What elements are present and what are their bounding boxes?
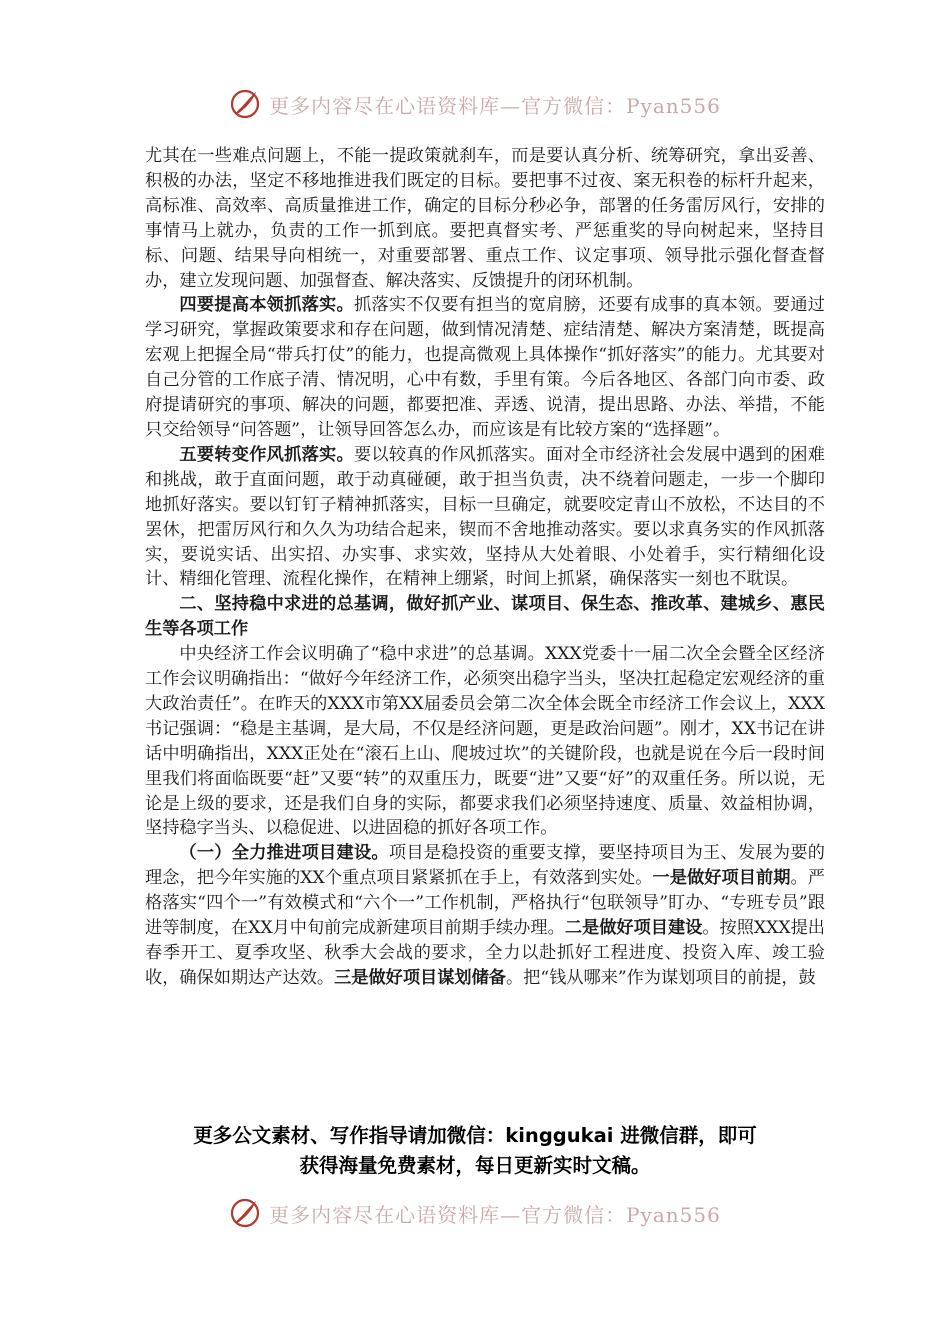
paragraph-3-lead: 五要转变作风抓落实。 <box>179 444 354 465</box>
paragraph-4: 中央经济工作会议明确了“稳中求进”的总基调。XXX党委十一届二次全会暨全区经济工作会议明确指出：“做好今年经济工作，必须突出稳字当头，坚决扛起稳定宏观经济的重大政治责任”。在昨天的XXX市第XX届委员会第二次全体会既全市经济工作会议上，XXX书记强调：“稳是主基调，是大局，不仅是经济问题，更是政治问题”。刚才，XX书记在讲话中明确指出，XXX正处在“滚石上山、爬坡过坎”的关键阶段，也就是说在今后一段时间里我们将面临既要“赶”又要“转”的双重压力，既要“进”又要“好”的双重任务。所以说，无论是上级的要求，还是我们自身的实际，都要求我们必须坚持速度、质量、效益相协调，坚持稳字当头、以稳促进、以进固稳的抓好各项工作。 <box>145 644 825 839</box>
paragraph-5-text-4: 。把“钱从哪来”作为谋划项目的前提，鼓 <box>505 967 816 988</box>
footer-banner-text: 更多内容尽在心语资料库—官方微信：Pyan556 <box>269 1202 721 1227</box>
paragraph-5-point-3: 三是做好项目谋划储备 <box>334 967 506 988</box>
footer-banner <box>0 1193 950 1233</box>
paragraph-5-text-1: 项目是稳投资的重要支撑，要坚持项目为王、发展为要的理念，把今年实施的XX个重点项目紧紧抓在手上，有效落到实处。 <box>145 843 825 889</box>
header-banner-text: 更多内容尽在心语资料库—官方微信：Pyan556 <box>269 93 721 118</box>
paragraph-1: 尤其在一些难点问题上，不能一提政策就刹车，而是要认真分析、统筹研究，拿出妥善、积极的办法，坚定不移地推进我们既定的目标。要把事不过夜、案无积卷的标杆升起来，高标准、高效率、高质量推进工作，确定的目标分秒必争，部署的任务雷厉风行，安排的事情马上就办，负责的工作一抓到底。要把真督实考、严惩重奖的导向树起来，坚持目标、问题、结果导向相统一，对重要部署、重点工作、议定事项、领导批示强化督查督办，建立发现问题、加强督查、解决落实、反馈提升的闭环机制。 <box>145 146 825 291</box>
paragraph-2 <box>145 293 825 442</box>
paragraph-3-text: 要以较真的作风抓落实。面对全市经济社会发展中遇到的困难和挑战，敢于直面问题，敢于动真碰硬，敢于担当负责，决不绕着问题走，一步一个脚印地抓好落实。要以钉钉子精神抓落实，目标一旦确定，就要咬定青山不放松，不达目的不罢休，把雷厉风行和久久为功结合起来，锲而不舍地推动落实。要以求真务实的作风抓落实，要说实话、出实招、办实事、求实效，坚持从大处着眼、小处着手，实行精细化设计、精细化管理、流程化操作，在精神上绷紧，时间上抓紧，确保落实一刻也不耽误。 <box>145 444 825 590</box>
paragraph-2-text: 抓落实不仅要有担当的宽肩膀，还要有成事的真本领。要通过学习研究，掌握政策要求和存在问题，做到情况清楚、症结清楚、解决方案清楚，既提高宏观上把握全局“带兵打仗”的能力，也提高微观上具体操作“抓好落实”的能力。尤其要对自己分管的工作底子清、情况明，心中有数，手里有策。今后各地区、各部门向市委、政府提请研究的事项、解决的问题，都要把准、弄透、说清，提出思路、办法、举措，不能只交给领导“问答题”，让领导回答怎么办，而应该是有比较方案的“选择题”。 <box>145 295 825 440</box>
paragraph-2-lead: 四要提高本领抓落实。 <box>179 295 354 316</box>
quill-logo-icon <box>229 88 261 120</box>
paragraph-5-point-1: 一是做好项目前期 <box>652 868 791 889</box>
paragraph-5-text-3: 。按照XXX提出春季开工、夏季攻坚、秋季大会战的要求，全力以赴抓好工程进度、投资入库、竣工验收，确保如期达产达效。 <box>145 918 825 988</box>
header-banner <box>0 84 950 124</box>
section-heading-2: 二、坚持稳中求进的总基调，做好抓产业、谋项目、保生态、推改革、建城乡、惠民生等各项工作 <box>145 594 825 640</box>
footer-promo-note <box>0 1121 950 1181</box>
paragraph-5 <box>145 841 825 990</box>
paragraph-5-lead: （一）全力推进项目建设。 <box>179 843 389 864</box>
paragraph-5-point-2: 二是做好项目建设 <box>564 918 703 939</box>
quill-logo-icon <box>229 1197 261 1229</box>
footer-promo-line-2: 获得海量免费素材，每日更新实时文稿。 <box>299 1154 651 1177</box>
paragraph-3 <box>145 443 825 592</box>
document-body <box>145 144 825 991</box>
footer-promo-line-1: 更多公文素材、写作指导请加微信：kinggukai 进微信群，即可 <box>193 1124 757 1147</box>
paragraph-5-text-2: 。严格落实“四个一”有效模式和“六个一”工作机制，严格执行“包联领导”盯办、“专班专员”跟进等制度，在XX月中旬前完成新建项目前期手续办理。 <box>145 868 825 939</box>
